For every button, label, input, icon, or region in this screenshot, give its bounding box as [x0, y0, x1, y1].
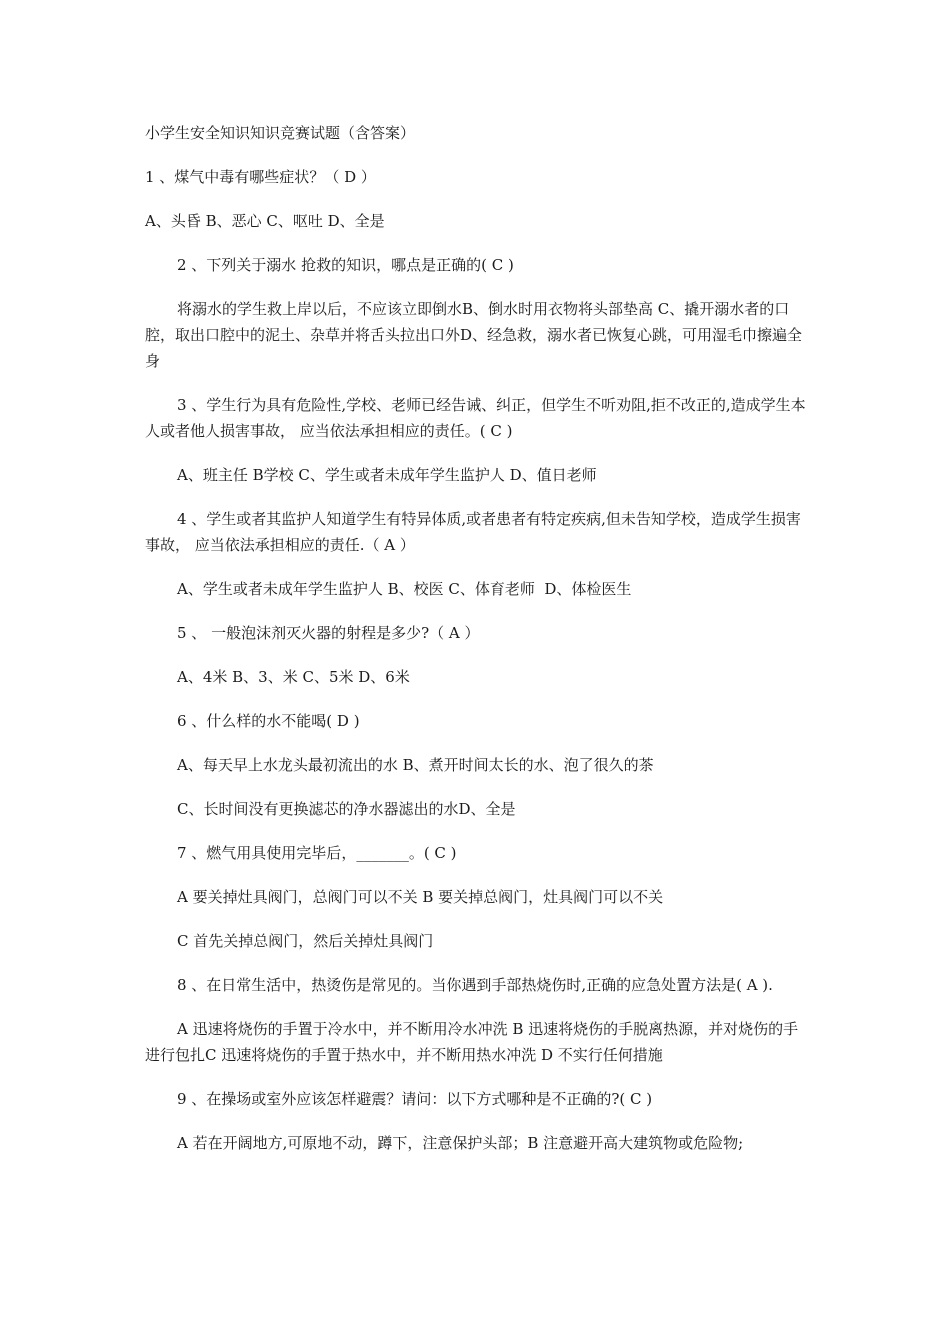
question-2: 2 、下列关于溺水 抢救的知识，哪点是正确的( C )	[177, 256, 514, 274]
question-4-options: A、学生或者未成年学生监护人 B、校医 C、体育老师 D、体检医生	[177, 580, 632, 598]
question-7: 7 、燃气用具使用完毕后，_______。( C )	[177, 844, 457, 862]
question-8: 8 、在日常生活中，热烫伤是常见的。当你遇到手部热烧伤时,正确的应急处置方法是( A ).	[177, 976, 773, 994]
question-6: 6 、什么样的水不能喝( D )	[177, 712, 360, 730]
question-1-options: A、头昏 B、恶心 C、呕吐 D、全是	[145, 212, 385, 230]
question-9: 9 、在操场或室外应该怎样避震？请问：以下方式哪种是不正确的?( C )	[177, 1090, 653, 1108]
question-3-options: A、班主任 B学校 C、学生或者未成年学生监护人 D、值日老师	[177, 466, 597, 484]
question-8-options: A 迅速将烧伤的手置于冷水中，并不断用冷水冲洗 B 迅速将烧伤的手脱离热源，并对烧伤的手进行包扎C 迅速将烧伤的手置于热水中，并不断用热水冲洗 D 不实行任何措施	[145, 1020, 799, 1064]
question-7-options-ab: A 要关掉灶具阀门，总阀门可以不关 B 要关掉总阀门，灶具阀门可以不关	[177, 888, 664, 906]
question-6-options-ab: A、每天早上水龙头最初流出的水 B、煮开时间太长的水、泡了很久的茶	[177, 756, 654, 774]
question-5-options: A、4米 B、3、米 C、5米 D、6米	[177, 668, 410, 686]
document-title: 小学生安全知识知识竞赛试题（含答案）	[145, 124, 416, 142]
question-1: 1 、煤气中毒有哪些症状？（ D ）	[145, 168, 376, 186]
question-7-option-c: C 首先关掉总阀门，然后关掉灶具阀门	[177, 932, 434, 950]
document-body	[145, 120, 813, 1174]
question-4: 4 、学生或者其监护人知道学生有特异体质,或者患者有特定疾病,但未告知学校，造成学生损害事故， 应当依法承担相应的责任.（ A ）	[145, 510, 801, 554]
question-5: 5 、 一般泡沫剂灭火器的射程是多少?（ A ）	[177, 624, 480, 642]
question-2-options: 将溺水的学生救上岸以后，不应该立即倒水B、倒水时用衣物将头部垫高 C、撬开溺水者的口腔，取出口腔中的泥土、杂草并将舌头拉出口外D、经急救，溺水者已恢复心跳，可用湿毛巾擦遍全身	[145, 300, 803, 370]
question-6-options-cd: C、长时间没有更换滤芯的净水器滤出的水D、全是	[177, 800, 516, 818]
question-9-options: A 若在开阔地方,可原地不动，蹲下，注意保护头部；B 注意避开高大建筑物或危险物;	[177, 1134, 744, 1152]
question-3: 3 、学生行为具有危险性,学校、老师已经告诫、纠正，但学生不听劝阻,拒不改正的,造成学生本人或者他人损害事故， 应当依法承担相应的责任。( C )	[145, 396, 806, 440]
